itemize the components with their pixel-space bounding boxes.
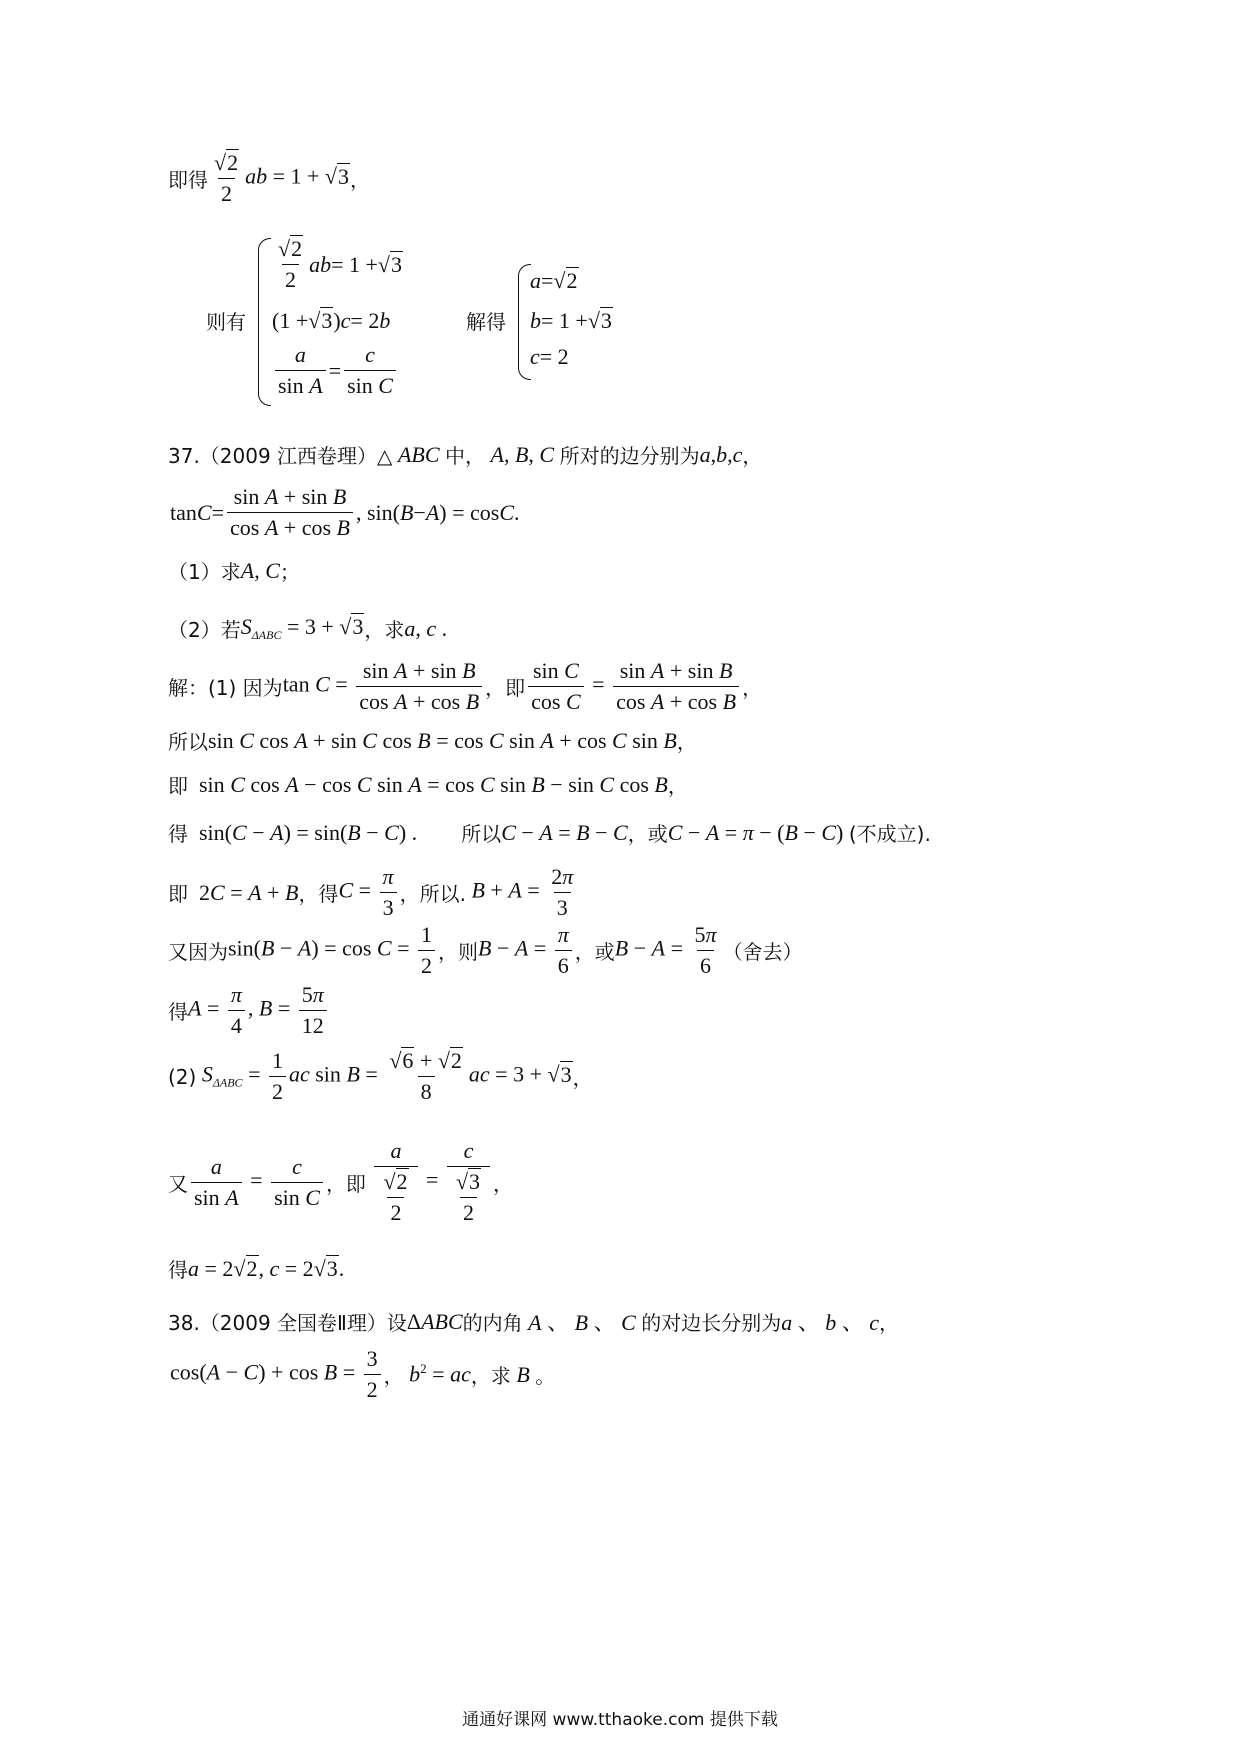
- text-fragment: (不成立).: [848, 822, 931, 846]
- equation-system: [258, 236, 458, 406]
- text-fragment: 得: [168, 822, 188, 846]
- text-fragment: 得: [168, 1000, 188, 1024]
- formula: B + A = $\frac{2\pi}{3}$: [471, 864, 574, 920]
- system-label: [206, 306, 246, 335]
- formula: a = 2√2, c = 2√3.: [188, 1255, 345, 1281]
- formula: $b^2$ = ac: [409, 1361, 471, 1387]
- text-fragment: ，: [572, 1066, 593, 1090]
- formula: a, c .: [404, 615, 448, 641]
- formula: C − A = B − C: [501, 819, 628, 845]
- text-fragment: 即: [168, 882, 188, 906]
- text-fragment: ，或: [574, 940, 615, 964]
- text-fragment: 解：(1) 因为: [168, 676, 283, 700]
- text-fragment: ，: [879, 1311, 900, 1335]
- solution-1-line-4: [168, 818, 931, 847]
- problem-37-heading: [168, 440, 762, 469]
- text-fragment: 38.（2009 全国卷Ⅱ理）设: [168, 1311, 407, 1335]
- page-footer: 通通好课网 www.tthaoke.com 提供下载: [462, 1710, 778, 1730]
- solution-2-line-2: [168, 1138, 513, 1226]
- text-fragment: 。: [535, 1364, 556, 1388]
- text-fragment: ，: [383, 1364, 404, 1388]
- text-fragment: 37.（2009 江西卷理）△: [168, 444, 393, 468]
- formula: ΔABC: [406, 1308, 463, 1334]
- problem-37-conditions: tan C = $\frac{\text{sin A + sin B}}{\text{cos A + cos B}}$ , sin( B − A ) = cos C .: [170, 484, 520, 540]
- problem-38-conditions: [170, 1346, 555, 1403]
- question-2: [168, 614, 447, 643]
- solution-1-line-3: [168, 770, 688, 799]
- text-fragment: ，即: [325, 1171, 366, 1196]
- text-fragment: ，即: [485, 676, 526, 700]
- formula: 2C = A + B: [188, 879, 299, 905]
- formula: C = $\frac{\pi}{3}$: [338, 864, 399, 921]
- text-fragment: 的对边长分别为: [641, 1311, 782, 1335]
- left-brace: [258, 238, 271, 406]
- formula: a,b,c: [699, 441, 743, 467]
- formula: sin(C − A) = sin(B − C) .: [188, 819, 462, 845]
- solution-1-line-5: [168, 864, 579, 921]
- text-fragment: 所对的边分别为: [559, 444, 700, 468]
- text-fragment: （1）求: [168, 560, 241, 584]
- formula: A 、 B 、 C: [528, 1310, 636, 1335]
- formula: $\frac{√2}{2}$ ab = 1 + √3: [214, 150, 349, 206]
- solution-label: [466, 306, 506, 335]
- solution-c: c = 2: [530, 344, 569, 369]
- solution-1-line-6: [168, 922, 803, 979]
- text-fragment: ，求: [470, 1364, 511, 1388]
- solution-system: [518, 262, 658, 382]
- formula: ABC: [397, 441, 440, 467]
- formula: cos(A − C) + cos B = $\frac{3}{2}$: [170, 1346, 384, 1403]
- text-fragment: （2）若: [168, 618, 241, 642]
- formula: $S_{\Delta ABC}$ = $\frac{1}{2}$ ac sin B = $\frac{√6 + √2}{8}$ ac = 3 + √3: [201, 1048, 572, 1104]
- text-fragment: ，得: [298, 882, 339, 906]
- solution-1-line-2: [168, 726, 697, 755]
- solution-2-line-1: [168, 1048, 593, 1105]
- question-1: [168, 556, 300, 585]
- text-fragment: ，: [493, 1171, 514, 1196]
- solution-1-line-1: [168, 658, 762, 715]
- system-eq-1: $\frac{√2}{2}$ ab = 1 + √3: [278, 236, 402, 292]
- formula: A = $\frac{\pi}{4}$ , B = $\frac{5\pi}{12}$: [188, 982, 330, 1039]
- formula: A, B, C: [490, 441, 555, 467]
- formula: A, C: [240, 557, 280, 583]
- formula: C − A = π − (B − C): [667, 819, 849, 845]
- text-fragment: 则有: [206, 310, 246, 334]
- formula: a 、 b 、 c: [781, 1310, 880, 1335]
- text-fragment: 得: [168, 1258, 188, 1282]
- text-fragment: （舍去）: [722, 940, 803, 964]
- formula: sin C cos A + sin C cos B = cos C sin A + cos C sin B: [208, 727, 677, 753]
- formula: $S_{\Delta ABC} = 3 + √3$: [240, 614, 364, 642]
- text-fragment: ，: [349, 168, 370, 192]
- text-fragment: ，求: [364, 618, 405, 642]
- text-fragment: 即: [168, 774, 188, 798]
- text-fragment: 即得: [168, 168, 208, 192]
- text-fragment: 又: [168, 1171, 188, 1196]
- solution-1-line-7: [168, 982, 330, 1039]
- text-fragment: ，或: [627, 822, 668, 846]
- text-fragment: ，: [667, 774, 688, 798]
- text-fragment: 又因为: [168, 940, 228, 964]
- formula: B − A = $\frac{5\pi}{6}$: [614, 922, 717, 978]
- system-eq-3: $\frac{a}{\text{sin A}}$ = $\frac{c}{\text{sin C}}$: [272, 342, 399, 399]
- text-fragment: ，: [742, 444, 763, 468]
- problem-38-heading: [168, 1306, 899, 1337]
- formula: sin C cos A − cos C sin A = cos C sin B − sin C cos B: [188, 771, 668, 797]
- derivation-line-1: [168, 150, 370, 207]
- formula: $\frac{a}{\frac{√2}{2}}$ = $\frac{c}{\frac{√3}{2}}$: [366, 1138, 493, 1226]
- text-fragment: 解得: [466, 310, 506, 334]
- formula: $\frac{\text{sin C}}{\text{cos C}}$ = $\frac{\text{sin A + sin B}}{\text{cos A + cos B}}$: [525, 658, 742, 715]
- text-fragment: 所以: [168, 730, 208, 754]
- system-eq-2: (1 + √3 ) c = 2 b: [272, 308, 391, 333]
- formula: tan C = $\frac{\text{sin A + sin B}}{\text{cos A + cos B}}$: [283, 658, 485, 715]
- text-fragment: 所以: [461, 822, 502, 846]
- text-fragment: 的内角: [462, 1311, 523, 1335]
- solution-2-line-3: [168, 1254, 344, 1283]
- formula: sin(B − A) = cos C = $\frac{1}{2}$: [228, 922, 438, 979]
- formula: $\frac{a}{\text{sin A}}$ = $\frac{c}{\text{sin C}}$: [188, 1154, 326, 1211]
- solution-b: b = 1 + √3: [530, 308, 612, 333]
- text-fragment: ，所以.: [399, 882, 466, 906]
- text-fragment: ，: [676, 730, 697, 754]
- solution-a: a = √2: [530, 268, 578, 293]
- text-fragment: ，则: [438, 940, 478, 964]
- text-fragment: ，: [742, 676, 763, 700]
- formula: B: [516, 1361, 530, 1387]
- text-fragment: (2): [168, 1064, 197, 1089]
- text-fragment: 中，: [445, 444, 486, 468]
- text-fragment: ；: [279, 560, 300, 584]
- formula: B − A = $\frac{\pi}{6}$: [478, 922, 575, 979]
